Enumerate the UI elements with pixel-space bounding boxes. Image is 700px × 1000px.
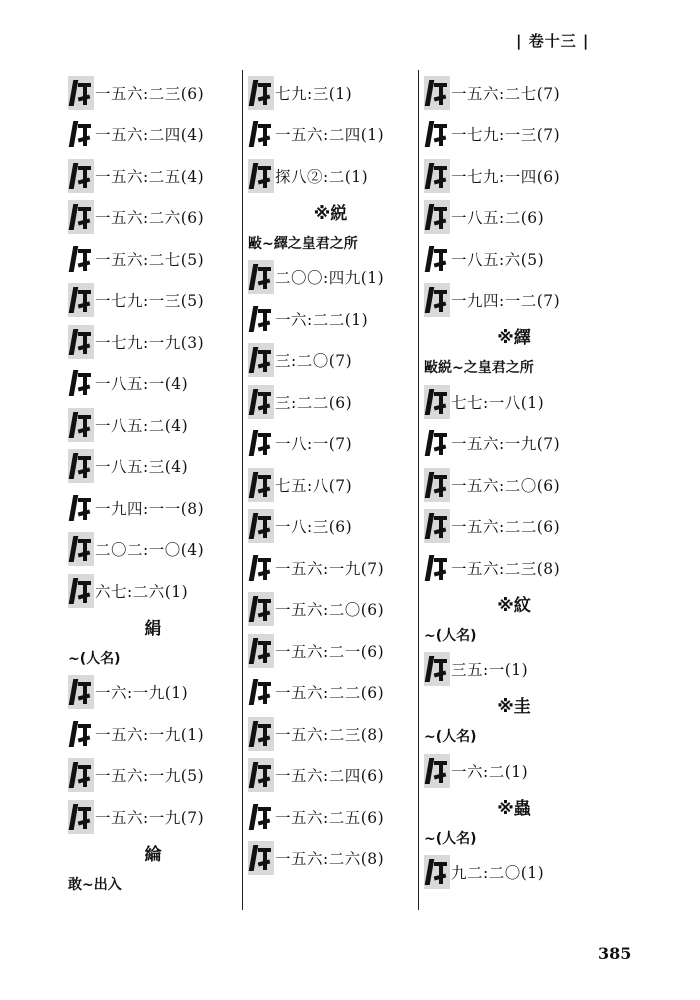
headword-note: 敺~繹之皇君之所 <box>248 235 358 252</box>
entry-reference: 一五六:二〇(6) <box>451 476 561 495</box>
entry-reference: 一五六:二四(4) <box>95 126 205 145</box>
entry-reference: 九二:二〇(1) <box>451 864 545 883</box>
inscription-glyph-image <box>68 800 94 834</box>
inscription-glyph-image <box>68 532 94 566</box>
headword-note: ~(人名) <box>424 729 477 745</box>
entry-row <box>424 72 604 114</box>
column-3 <box>424 72 604 893</box>
inscription-glyph-image <box>68 242 94 276</box>
inscription-glyph-image <box>248 800 274 834</box>
entry-list <box>424 72 604 321</box>
headword-note: 敺綐~之皇君之所 <box>424 360 534 376</box>
entry-row <box>248 464 413 506</box>
inscription-glyph-image <box>248 468 274 502</box>
entry-list <box>68 72 238 612</box>
inscription-glyph-image <box>424 76 450 110</box>
entry-row <box>68 114 238 156</box>
entry-reference: 二〇〇:四九(1) <box>275 269 385 288</box>
inscription-glyph-image <box>248 117 274 151</box>
entry-row <box>68 713 238 755</box>
entry-reference: 三:二二(6) <box>275 393 353 412</box>
page-number: 385 <box>598 944 632 963</box>
inscription-glyph-image <box>424 242 450 276</box>
entry-reference: 一七九:一九(3) <box>95 333 205 352</box>
entry-reference: 一五六:一九(1) <box>95 725 205 744</box>
entry-row <box>424 114 604 156</box>
inscription-glyph-image <box>248 551 274 585</box>
inscription-glyph-image <box>248 159 274 193</box>
entry-reference: 一五六:二五(4) <box>95 167 205 186</box>
entry-row <box>68 672 238 714</box>
inscription-glyph-image <box>248 634 274 668</box>
inscription-glyph-image <box>424 385 450 419</box>
entry-reference: 七五:八(7) <box>275 476 353 495</box>
entry-reference: 一五六:二三(8) <box>275 725 385 744</box>
column-divider <box>418 70 419 910</box>
entry-row <box>424 155 604 197</box>
entry-row <box>68 72 238 114</box>
inscription-glyph-image <box>248 509 274 543</box>
entry-row <box>248 257 413 299</box>
entry-reference: 一七九:一四(6) <box>451 167 561 186</box>
entry-reference: 一九四:一二(7) <box>451 292 561 311</box>
entry-row <box>424 280 604 322</box>
entry-reference: 一五六:一九(7) <box>451 435 561 454</box>
entry-row <box>248 298 413 340</box>
inscription-glyph-image <box>424 754 450 788</box>
entry-reference: 一六:二(1) <box>451 762 529 781</box>
entry-reference: 一五六:一九(7) <box>95 808 205 827</box>
inscription-glyph-image <box>248 343 274 377</box>
inscription-glyph-image <box>68 408 94 442</box>
entry-reference: 一五六:二二(6) <box>451 518 561 537</box>
entry-row <box>68 529 238 571</box>
headword: 綸 <box>144 844 162 865</box>
entry-reference: 一五六:二二(6) <box>275 684 385 703</box>
inscription-glyph-image <box>248 592 274 626</box>
entry-list <box>424 852 604 894</box>
entry-reference: 一五六:二七(5) <box>95 250 205 269</box>
entry-row <box>68 404 238 446</box>
inscription-glyph-image <box>424 652 450 686</box>
entry-reference: 七九:三(1) <box>275 84 353 103</box>
entry-row <box>248 672 413 714</box>
entry-reference: 一八五:六(5) <box>451 250 545 269</box>
entry-row <box>424 381 604 423</box>
inscription-glyph-image <box>68 717 94 751</box>
entry-row <box>248 630 413 672</box>
entry-row <box>424 464 604 506</box>
entry-reference: 一五六:二三(6) <box>95 84 205 103</box>
entry-reference: 一五六:二六(6) <box>95 209 205 228</box>
entry-row <box>424 423 604 465</box>
entry-reference: 一五六:二六(8) <box>275 850 385 869</box>
headword-note: ~(人名) <box>68 650 121 667</box>
headword: ※紋 <box>497 595 531 616</box>
entry-reference: 一五六:二四(6) <box>275 767 385 786</box>
inscription-glyph-image <box>248 426 274 460</box>
entry-row <box>68 155 238 197</box>
inscription-glyph-image <box>68 675 94 709</box>
headword: 絹 <box>144 618 162 639</box>
entry-row <box>424 649 604 691</box>
entry-list <box>424 649 604 691</box>
inscription-glyph-image <box>424 117 450 151</box>
entry-reference: 探八②:二(1) <box>275 167 369 186</box>
entry-row <box>248 381 413 423</box>
entry-row <box>248 114 413 156</box>
entry-row <box>68 755 238 797</box>
entry-row <box>248 547 413 589</box>
inscription-glyph-image <box>248 717 274 751</box>
entry-reference: 一八五:三(4) <box>95 458 189 477</box>
inscription-glyph-image <box>68 159 94 193</box>
inscription-glyph-image <box>248 260 274 294</box>
entry-reference: 一五六:二一(6) <box>275 642 385 661</box>
entry-row <box>248 713 413 755</box>
inscription-glyph-image <box>424 855 450 889</box>
headword: ※綐 <box>313 203 348 224</box>
inscription-glyph-image <box>68 200 94 234</box>
entry-reference: 一八五:二(4) <box>95 416 189 435</box>
entry-row <box>424 506 604 548</box>
inscription-glyph-image <box>68 758 94 792</box>
entry-row <box>68 363 238 405</box>
entry-reference: 一五六:一九(7) <box>275 559 385 578</box>
inscription-glyph-image <box>424 283 450 317</box>
entry-row <box>424 238 604 280</box>
headword-note: ~(人名) <box>424 627 477 644</box>
entry-row <box>248 155 413 197</box>
entry-reference: 三:二〇(7) <box>275 352 353 371</box>
inscription-glyph-image <box>68 366 94 400</box>
headword: ※蟲 <box>497 798 531 819</box>
entry-reference: 一五六:二七(7) <box>451 84 561 103</box>
inscription-glyph-image <box>68 449 94 483</box>
column-1 <box>68 72 238 898</box>
entry-reference: 一八五:二(6) <box>451 209 545 228</box>
entry-row <box>248 340 413 382</box>
entry-list <box>68 672 238 838</box>
inscription-glyph-image <box>68 325 94 359</box>
inscription-glyph-image <box>248 841 274 875</box>
entry-reference: 一六:一九(1) <box>95 684 189 703</box>
inscription-glyph-image <box>248 675 274 709</box>
entry-reference: 一五六:一九(5) <box>95 767 205 786</box>
entry-row <box>68 197 238 239</box>
entry-reference: 一五六:二〇(6) <box>275 601 385 620</box>
inscription-glyph-image <box>68 491 94 525</box>
entry-list <box>424 750 604 792</box>
headword: ※圭 <box>497 697 531 717</box>
inscription-glyph-image <box>248 302 274 336</box>
entry-row <box>248 838 413 880</box>
entry-row <box>68 570 238 612</box>
inscription-glyph-image <box>68 574 94 608</box>
inscription-glyph-image <box>68 283 94 317</box>
entry-row <box>68 280 238 322</box>
column-divider <box>242 70 243 910</box>
inscription-glyph-image <box>248 76 274 110</box>
inscription-glyph-image <box>424 551 450 585</box>
entry-row <box>248 423 413 465</box>
entry-list <box>248 257 413 880</box>
entry-row <box>248 755 413 797</box>
inscription-glyph-image <box>248 385 274 419</box>
entry-reference: 七七:一八(1) <box>451 393 545 412</box>
entry-row <box>68 321 238 363</box>
inscription-glyph-image <box>424 159 450 193</box>
entry-row <box>424 197 604 239</box>
entry-reference: 一七九:一三(7) <box>451 126 561 145</box>
entry-reference: 一五六:二五(6) <box>275 808 385 827</box>
inscription-glyph-image <box>248 758 274 792</box>
entry-row <box>424 750 604 792</box>
column-2 <box>248 72 413 879</box>
entry-reference: 二〇二:一〇(4) <box>95 541 205 560</box>
headword: ※繹 <box>497 328 531 348</box>
entry-reference: 六七:二六(1) <box>95 582 189 601</box>
inscription-glyph-image <box>424 426 450 460</box>
entry-list <box>424 381 604 589</box>
entry-row <box>248 589 413 631</box>
inscription-glyph-image <box>424 200 450 234</box>
entry-reference: 一六:二二(1) <box>275 310 369 329</box>
entry-row <box>248 72 413 114</box>
entry-reference: 一八:一(7) <box>275 435 353 454</box>
entry-reference: 一七九:一三(5) <box>95 292 205 311</box>
entry-reference: 一五六:二四(1) <box>275 126 385 145</box>
entry-row <box>248 796 413 838</box>
entry-row <box>68 796 238 838</box>
entry-row <box>68 446 238 488</box>
running-head: | 卷十三 | <box>516 32 590 50</box>
entry-row <box>424 547 604 589</box>
entry-reference: 一九四:一一(8) <box>95 499 205 518</box>
entry-row <box>248 506 413 548</box>
entry-reference: 一八:三(6) <box>275 518 353 537</box>
entry-row <box>424 852 604 894</box>
entry-reference: 一八五:一(4) <box>95 375 189 394</box>
headword-note: 敢~出入 <box>68 876 122 893</box>
inscription-glyph-image <box>68 76 94 110</box>
inscription-glyph-image <box>424 509 450 543</box>
entry-reference: 三五:一(1) <box>451 661 529 680</box>
entry-list <box>248 72 413 197</box>
entry-row <box>68 238 238 280</box>
headword-note: ~(人名) <box>424 830 477 847</box>
entry-row <box>68 487 238 529</box>
inscription-glyph-image <box>68 117 94 151</box>
inscription-glyph-image <box>424 468 450 502</box>
entry-reference: 一五六:二三(8) <box>451 559 561 578</box>
